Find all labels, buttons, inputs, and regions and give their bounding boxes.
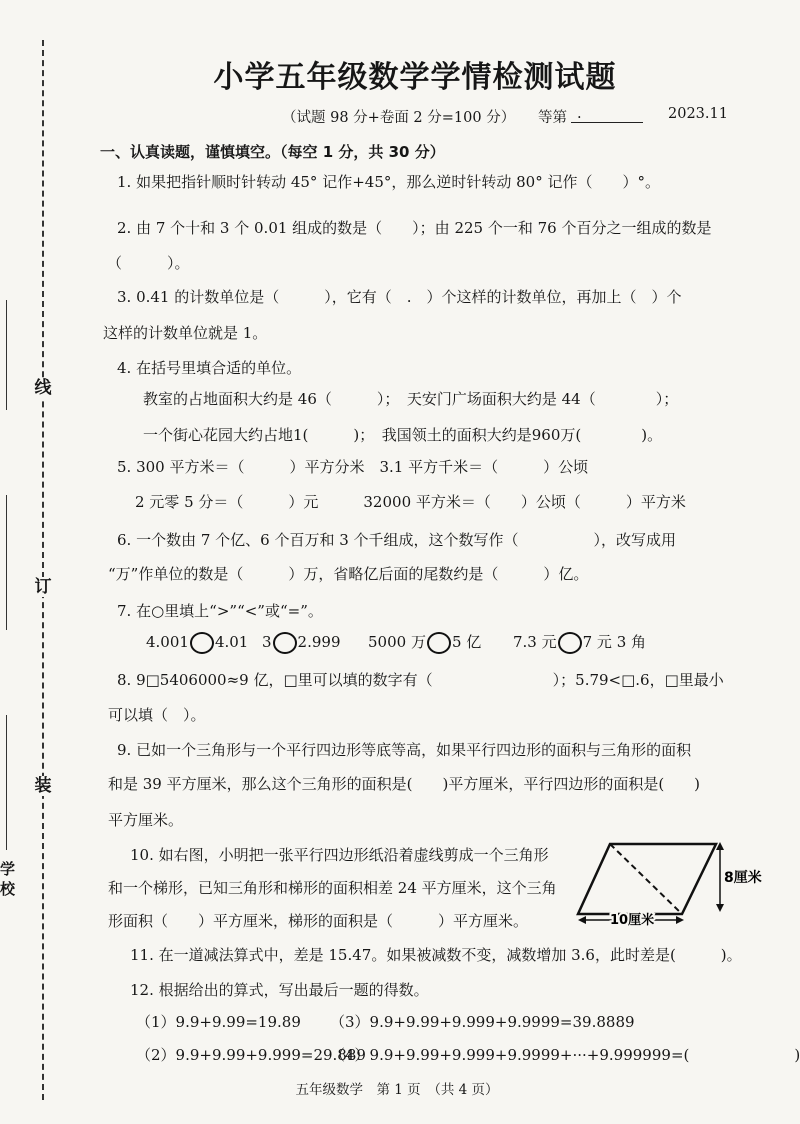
- exam-date: 2023.11: [668, 106, 728, 122]
- binding-char-xian: 线: [34, 378, 52, 398]
- page-footer: 五年级数学 第 1 页 （共 4 页）: [295, 1082, 499, 1098]
- height-arrow-head-bottom: [716, 904, 724, 912]
- question-3-line-1: 3. 0.41 的计数单位是（ ），它有（ . ）个这样的计数单位，再加上（ ）个: [117, 288, 682, 306]
- question-9-line-2: 和是 39 平方厘米，那么这个三角形的面积是( )平方厘米，平行四边形的面积是( ): [108, 775, 701, 793]
- grade-blank-line: [571, 106, 643, 123]
- compare-left-2: 3: [262, 633, 272, 651]
- question-11: 11. 在一道减法算式中，差是 15.47。如果被减数不变，减数增加 3.6，此时差是( )。: [130, 946, 742, 964]
- question-7: 7. 在○里填上“>”“<”或“=”。: [117, 602, 323, 620]
- compare-circle-3[interactable]: [427, 632, 451, 654]
- compare-right-1: 4.01: [214, 633, 249, 651]
- question-10-line-1: 10. 如右图，小明把一张平行四边形纸沿着虚线剪成一个三角形: [130, 846, 549, 864]
- compare-right-3: 5 亿: [451, 633, 482, 651]
- height-label: 8厘米: [724, 870, 762, 886]
- question-12-item-4: （4）9.9+9.99+9.999+9.9999+···+9.999999=( ): [330, 1046, 800, 1064]
- question-8-line-1: 8. 9□5406000≈9 亿，□里可以填的数字有（ ）；5.79<□.6，□里最小: [117, 671, 724, 689]
- compare-left-3: 5000 万: [368, 633, 426, 651]
- question-12-item-3: （3）9.9+9.99+9.999+9.9999=39.8889: [330, 1013, 635, 1031]
- grade-blank-mark: .: [577, 106, 582, 122]
- question-6-line-1: 6. 一个数由 7 个亿、6 个百万和 3 个千组成，这个数写作（ ），改写成用: [117, 531, 677, 549]
- school-write-line: [6, 715, 7, 850]
- question-9-line-3: 平方厘米。: [108, 811, 184, 829]
- compare-circle-4[interactable]: [558, 632, 582, 654]
- question-10-line-3: 形面积（ ）平方厘米，梯形的面积是（ ）平方厘米。: [108, 912, 529, 930]
- question-4-line-a: 教室的占地面积大约是 46（ ）； 天安门广场面积大约是 44（ ）；: [143, 390, 679, 408]
- question-4-line-b: 一个街心花园大约占地1( )； 我国领土的面积大约是960万( )。: [143, 426, 663, 444]
- question-3-line-2: 这样的计数单位就是 1。: [103, 324, 268, 342]
- class-write-line: [6, 495, 7, 630]
- parallelogram-figure: [570, 836, 762, 928]
- compare-circle-2[interactable]: [273, 632, 297, 654]
- compare-left-4: 7.3 元: [513, 633, 557, 651]
- question-4: 4. 在括号里填合适的单位。: [117, 359, 302, 377]
- grade-field: [538, 106, 643, 127]
- binding-dashed-line: [42, 40, 44, 1100]
- base-label: 10厘米: [610, 913, 655, 928]
- question-8-line-2: 可以填（ ）。: [108, 706, 206, 724]
- question-7-item-3: [368, 632, 481, 654]
- grade-label: 等第: [538, 110, 567, 126]
- question-2-line-2: （ ）。: [107, 254, 190, 272]
- question-7-item-4: [513, 632, 646, 654]
- binding-char-ding: 订: [34, 577, 52, 597]
- binding-char-zhuang: 装: [34, 776, 52, 796]
- page-title: 小学五年级数学学情检测试题: [213, 60, 617, 95]
- binding-margin: [0, 0, 70, 1124]
- cut-dashed-line: [610, 844, 682, 914]
- question-7-item-1: [146, 632, 248, 654]
- section-1-heading: 一、认真读题，谨慎填空。（每空 1 分，共 30 分）: [100, 143, 445, 161]
- compare-left-1: 4.001: [146, 633, 189, 651]
- compare-circle-1[interactable]: [190, 632, 214, 654]
- question-5-line-2: 2 元零 5 分＝（ ）元 32000 平方米＝（ ）公顷（ ）平方米: [135, 493, 686, 511]
- compare-right-4: 7 元 3 角: [582, 633, 647, 651]
- compare-right-2: 2.999: [297, 633, 341, 651]
- name-write-line: [6, 300, 7, 410]
- base-arrow-head-right: [676, 916, 684, 924]
- base-arrow-head-left: [578, 916, 586, 924]
- question-1: 1. 如果把指针顺时针转动 45° 记作+45°，那么逆时针转动 80° 记作（ ）°。: [117, 173, 660, 191]
- score-note: （试题 98 分+卷面 2 分=100 分）: [282, 110, 516, 126]
- question-7-item-2: [262, 632, 341, 654]
- question-2-line-1: 2. 由 7 个十和 3 个 0.01 组成的数是（ ）；由 225 个一和 76 个百分之一组成的数是: [117, 219, 712, 237]
- question-10-line-2: 和一个梯形，已知三角形和梯形的面积相差 24 平方厘米，这个三角: [108, 879, 557, 897]
- question-6-line-2: “万”作单位的数是（ ）万，省略亿后面的尾数约是（ ）亿。: [108, 565, 589, 583]
- question-5-line-1: 5. 300 平方米＝（ ）平方分米 3.1 平方千米＝（ ）公顷: [117, 458, 589, 476]
- question-12-item-1: （1）9.9+9.99=19.89: [136, 1013, 301, 1031]
- question-12-item-2: （2）9.9+9.99+9.999=29.889: [136, 1046, 366, 1064]
- school-label-char-1: 学: [0, 860, 16, 878]
- school-label-char-2: 校: [0, 880, 16, 898]
- question-12: 12. 根据给出的算式，写出最后一题的得数。: [130, 981, 429, 999]
- question-9-line-1: 9. 已如一个三角形与一个平行四边形等底等高，如果平行四边形的面积与三角形的面积: [117, 741, 692, 759]
